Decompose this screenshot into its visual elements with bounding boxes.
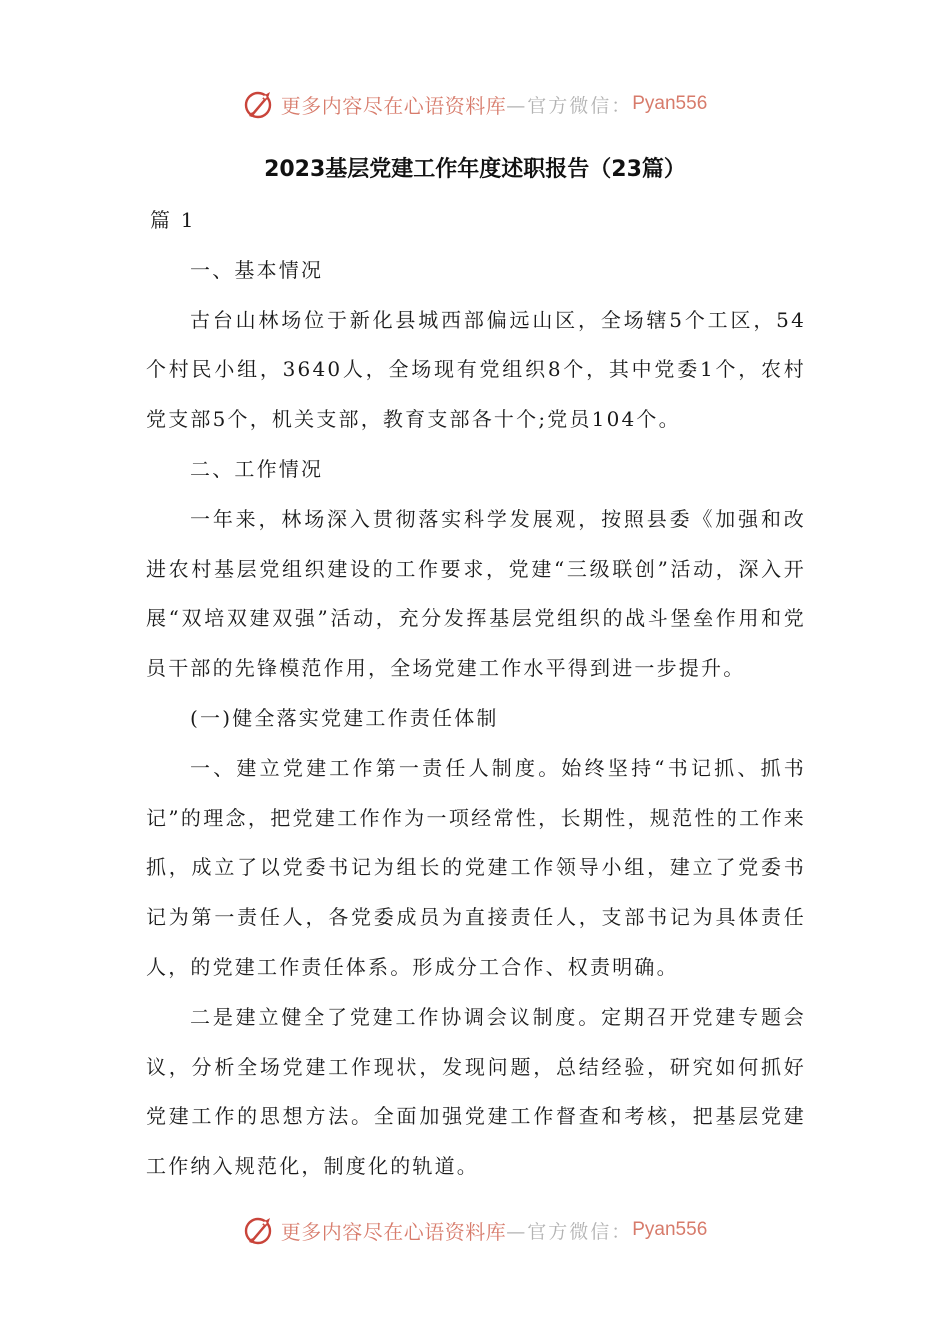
heading-basic-situation: 一、基本情况 bbox=[190, 257, 324, 282]
paragraph-work-overview: 一年来，林场深入贯彻落实科学发展观，按照县委《加强和改进农村基层党组织建设的工作要求，党建“三级联创”活动，深入开展“双培双建双强”活动，充分发挥基层党组织的战斗堡垒作用和党员干部的先锋模范作用，全场党建工作水平得到进一步提升。 bbox=[146, 506, 806, 681]
watermark-header bbox=[0, 84, 950, 124]
watermark-main-text: 更多内容尽在心语资料库 bbox=[280, 1219, 507, 1244]
watermark-prefix-text: —官方微信： bbox=[506, 94, 633, 117]
watermark-handle-text: Pyan556 bbox=[632, 1219, 708, 1240]
watermark-prefix-text: —官方微信： bbox=[506, 1220, 633, 1243]
watermark-main-text: 更多内容尽在心语资料库 bbox=[280, 93, 507, 118]
watermark-footer bbox=[0, 1210, 950, 1250]
watermark-handle-text: Pyan556 bbox=[632, 93, 708, 114]
section-label: 篇 1 bbox=[150, 208, 196, 232]
pen-nib-circle-icon bbox=[243, 88, 275, 120]
paragraph-first-responsible-person: 一、建立党建工作第一责任人制度。始终坚持“书记抓、抓书记”的理念，把党建工作作为一项经常性，长期性，规范性的工作来抓，成立了以党委书记为组长的党建工作领导小组，建立了党委书记为第一责任人，各党委成员为直接责任人，支部书记为具体责任人，的党建工作责任体系。形成分工合作、权责明确。 bbox=[146, 755, 806, 979]
paragraph-basic-info: 古台山林场位于新化县城西部偏远山区，全场辖5个工区，54个村民小组，3640人，全场现有党组织8个，其中党委1个，农村党支部5个，机关支部，教育支部各十个;党员104个。 bbox=[146, 307, 806, 432]
document-title: 2023基层党建工作年度述职报告（23篇） bbox=[264, 157, 686, 182]
paragraph-coordination-meeting: 二是建立健全了党建工作协调会议制度。定期召开党建专题会议，分析全场党建工作现状，发现问题，总结经验，研究如何抓好党建工作的思想方法。全面加强党建工作督查和考核，把基层党建工作纳入规范化，制度化的轨道。 bbox=[146, 1004, 806, 1179]
document-body bbox=[146, 196, 806, 1192]
pen-nib-circle-icon bbox=[243, 1214, 275, 1246]
heading-work-situation: 二、工作情况 bbox=[190, 456, 324, 481]
subheading-responsibility-system: (一)健全落实党建工作责任体制 bbox=[190, 705, 499, 730]
